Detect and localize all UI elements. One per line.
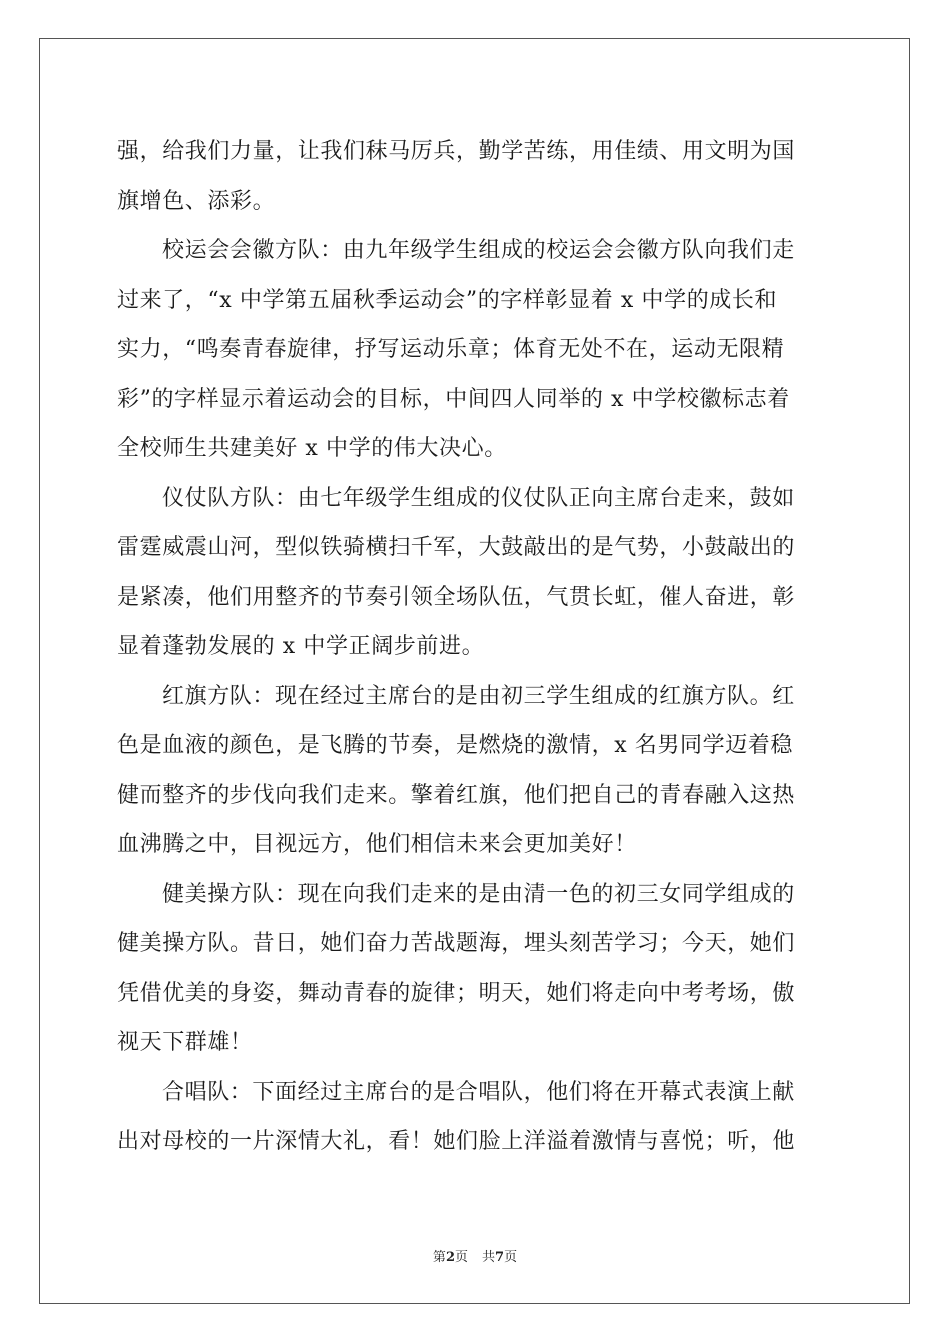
text-line: 是紧凑，他们用整齐的节奏引领全场队伍，气贯长虹，催人奋进，彰 [117, 584, 796, 610]
text-line: 仪仗队方队：由七年级学生组成的仪仗队正向主席台走来，鼓如 [162, 485, 795, 511]
text-line: 雷霆威震山河，型似铁骑横扫千军，大鼓敲出的是气势，小鼓敲出的 [117, 535, 796, 560]
text-line: 血沸腾之中，目视远方，他们相信未来会更加美好！ [117, 832, 637, 857]
page-number-current: 2 [445, 1250, 455, 1265]
page-number-prefix: 第 [432, 1250, 446, 1265]
text-line: 全校师生共建美好 x 中学的伟大决心。 [117, 436, 507, 461]
text-line: 过来了，“x 中学第五届秋季运动会”的字样彰显着 x 中学的成长和 [117, 287, 778, 313]
text-line: 强，给我们力量，让我们秣马厉兵，勤学苦练，用佳绩、用文明为国 [117, 139, 796, 164]
page-total-prefix: 共 [482, 1250, 496, 1265]
page-total-suffix: 页 [504, 1250, 518, 1265]
text-line: 出对母校的一片深情大礼，看！她们脸上洋溢着激情与喜悦；听，他 [117, 1129, 796, 1154]
text-line: 健美操方队。昔日，她们奋力苦战题海，埋头刻苦学习；今天，她们 [117, 931, 796, 956]
document-body [117, 127, 837, 1167]
text-line: 凭借优美的身姿，舞动青春的旋律；明天，她们将走向中考考场，傲 [117, 980, 796, 1006]
page-footer [0, 1246, 950, 1265]
text-line: 实力，“鸣奏青春旋律，抒写运动乐章；体育无处不在，运动无限精 [117, 337, 785, 362]
text-line: 健而整齐的步伐向我们走来。擎着红旗，他们把自己的青春融入这热 [117, 782, 796, 808]
text-line: 健美操方队：现在向我们走来的是由清一色的初三女同学组成的 [162, 881, 795, 907]
page-total-count: 7 [495, 1250, 505, 1265]
text-line: 合唱队：下面经过主席台的是合唱队，他们将在开幕式表演上献 [162, 1079, 795, 1105]
text-line: 色是血液的颜色，是飞腾的节奏，是燃烧的激情，x 名男同学迈着稳 [117, 733, 794, 758]
text-line: 视天下群雄！ [117, 1030, 253, 1055]
page-number-suffix: 页 [454, 1250, 468, 1265]
text-line: 显着蓬勃发展的 x 中学正阔步前进。 [117, 634, 485, 659]
text-line: 彩”的字样显示着运动会的目标，中间四人同举的 x 中学校徽标志着 [117, 386, 790, 412]
text-line: 红旗方队：现在经过主席台的是由初三学生组成的红旗方队。红 [162, 683, 795, 709]
text-line: 旗增色、添彩。 [117, 188, 276, 214]
text-line: 校运会会徽方队：由九年级学生组成的校运会会徽方队向我们走 [162, 238, 795, 263]
